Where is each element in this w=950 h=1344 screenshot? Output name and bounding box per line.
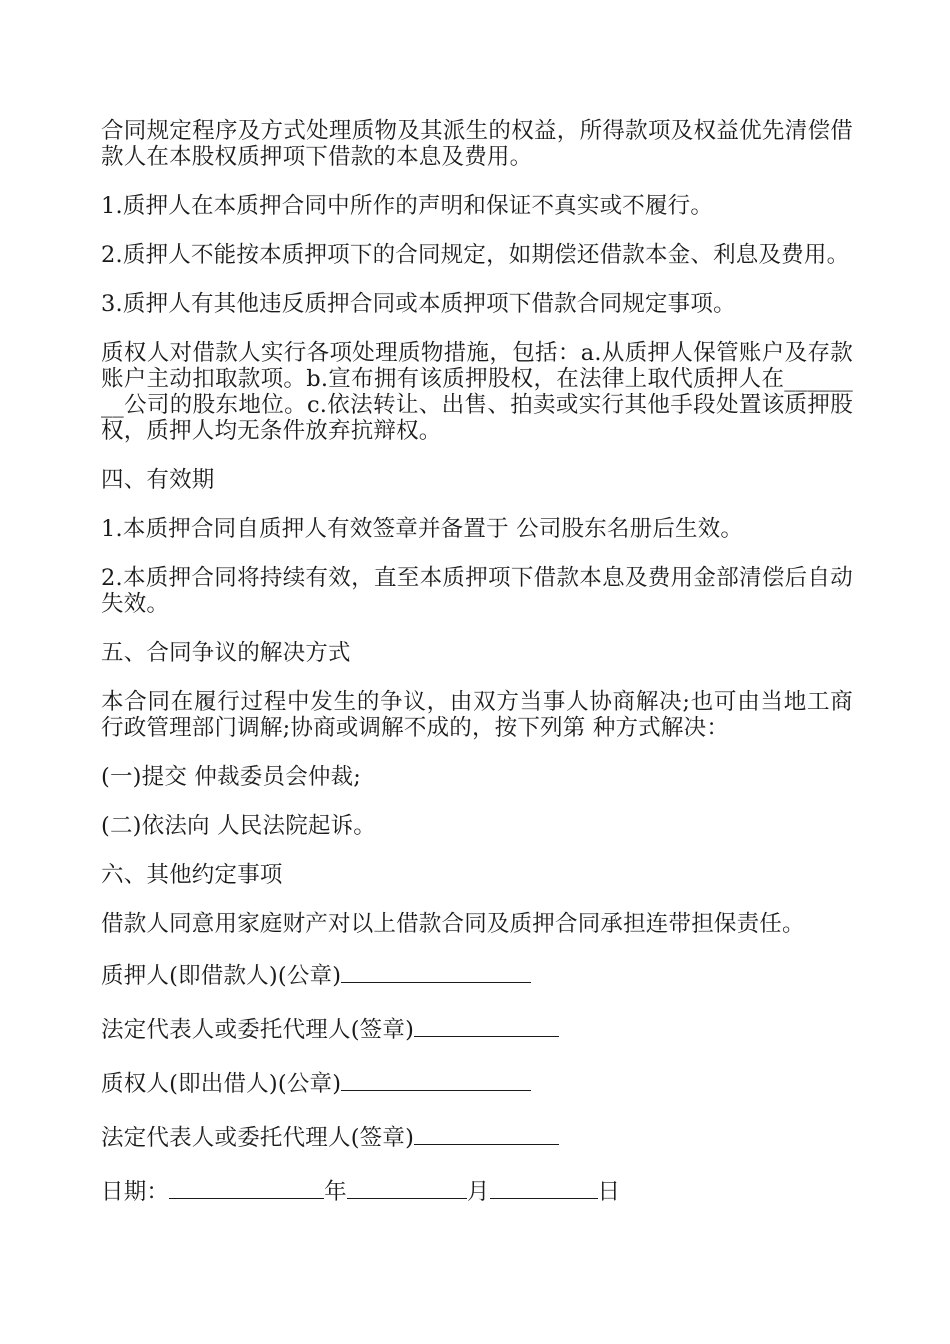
date-label: 日期： xyxy=(101,1179,170,1205)
paragraph-guarantee: 借款人同意用家庭财产对以上借款合同及质押合同承担连带担保责任。 xyxy=(101,911,805,937)
section-heading-other: 六、其他约定事项 xyxy=(101,862,283,888)
paragraph-validity-1: 1.本质押合同自质押人有效签章并备置于 公司股东名册后生效。 xyxy=(101,516,744,542)
paragraph-arbitration: (一)提交 仲裁委员会仲裁; xyxy=(101,764,362,790)
date-line xyxy=(101,1176,853,1205)
paragraph-disposal-clause: 合同规定程序及方式处理质物及其派生的权益，所得款项及权益优先清偿借款人在本股权质押项下借款的本息及费用。 xyxy=(101,118,853,170)
signature-pledgor-label: 质押人(即借款人)(公章) xyxy=(101,963,342,989)
date-month-blank[interactable] xyxy=(347,1176,467,1199)
paragraph-dispute: 本合同在履行过程中发生的争议，由双方当事人协商解决;也可由当地工商行政管理部门调解;协商或调解不成的，按下列第 种方式解决： xyxy=(101,689,853,741)
paragraph-item-3: 3.质押人有其他违反质押合同或本质押项下借款合同规定事项。 xyxy=(101,291,736,317)
signature-pledgor-rep-blank[interactable] xyxy=(414,1014,559,1037)
paragraph-validity-2: 2.本质押合同将持续有效，直至本质押项下借款本息及费用金部清偿后自动失效。 xyxy=(101,565,853,617)
signature-pledgor-blank[interactable] xyxy=(341,960,531,983)
signature-pledgee-rep-label: 法定代表人或委托代理人(签章) xyxy=(101,1125,415,1151)
signature-pledgee-label: 质权人(即出借人)(公章) xyxy=(101,1071,342,1097)
signature-pledgor-rep-label: 法定代表人或委托代理人(签章) xyxy=(101,1017,415,1043)
date-year-label: 年 xyxy=(324,1179,347,1205)
date-day-label: 日 xyxy=(597,1179,621,1205)
signature-pledgee-rep-blank[interactable] xyxy=(414,1122,559,1145)
signature-pledgor-rep xyxy=(101,1014,853,1043)
date-year-blank[interactable] xyxy=(169,1176,324,1199)
paragraph-litigation: (二)依法向 人民法院起诉。 xyxy=(101,813,377,839)
section-heading-dispute: 五、合同争议的解决方式 xyxy=(101,640,351,666)
signature-pledgee-blank[interactable] xyxy=(341,1068,531,1091)
paragraph-item-2: 2.质押人不能按本质押项下的合同规定，如期偿还借款本金、利息及费用。 xyxy=(101,242,850,268)
document-page xyxy=(101,118,853,1230)
signature-pledgee xyxy=(101,1068,853,1097)
paragraph-disposal-measures: 质权人对借款人实行各项处理质物措施，包括：a.从质押人保管账户及存款账户主动扣取款项。b.宣布拥有该质押股权，在法律上取代质押人在________公司的股东地位。c.依法转让、出售、拍卖或实行其他手段处置该质押股权，质押人均无条件放弃抗辩权。 xyxy=(101,340,853,444)
section-heading-validity: 四、有效期 xyxy=(101,467,215,493)
date-day-blank[interactable] xyxy=(490,1176,598,1199)
date-month-label: 月 xyxy=(466,1179,490,1205)
paragraph-item-1: 1.质押人在本质押合同中所作的声明和保证不真实或不履行。 xyxy=(101,193,714,219)
signature-pledgor xyxy=(101,960,853,989)
signature-pledgee-rep xyxy=(101,1122,853,1151)
